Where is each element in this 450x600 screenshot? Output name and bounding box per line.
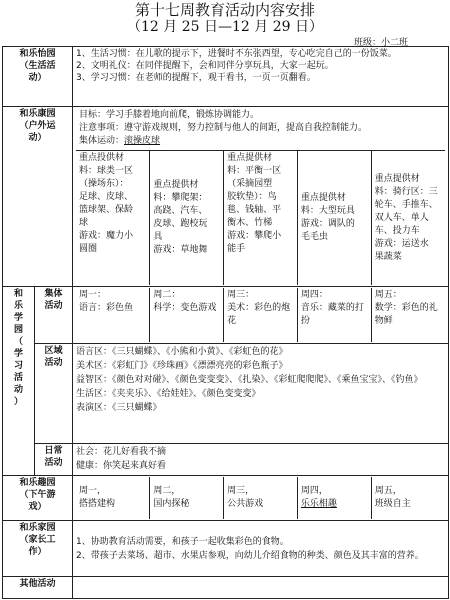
- outdoor-zone-4: 重点提供材 料：大型玩具 游戏：调队的 毛毛虫: [297, 151, 371, 285]
- fun-day-1: 周一， 搭搭建构: [79, 486, 116, 509]
- fun-day-4: 周四， 乐乐相趣: [297, 477, 371, 519]
- list-item: 益智区：《颜色对对碰》、《颜色变变变》、《扎染》、《彩虹爬爬爬》、《乘鱼宝宝》、《钓鱼》: [76, 375, 423, 385]
- section-label-life: 和乐怡园 （生活活 动）: [3, 47, 73, 107]
- list-item: 1、生活习惯：在儿歌的提示下，进餐时不东张西望，专心吃完自己的一份饭菜。: [76, 49, 397, 59]
- page-title: [0, 2, 450, 36]
- outdoor-zone-2: 重点提供材 料：攀爬架： 高跷、汽车、 皮球、跑校玩 具 游戏：草地舞: [150, 151, 224, 285]
- outdoor-group: 集体运动：滚操皮球: [79, 136, 161, 146]
- row-other: [3, 577, 449, 599]
- sub-label-collective: 集体 活动: [35, 287, 73, 344]
- collective-day-2: 周二： 科学：变色游戏: [150, 288, 224, 342]
- class-label: 班级：小二班: [353, 38, 408, 48]
- row-learning-daily: [3, 444, 449, 476]
- outdoor-goal: 目标：学习手膝着地向前爬，锻炼协调能力。: [79, 110, 260, 120]
- outdoor-notes: 注意事项：遵守游戏规则，努力控制与他人的间距，提高自我控制能力。: [79, 123, 368, 133]
- schedule-table: [2, 46, 449, 599]
- list-item: 语言区：《三只蝴蝶》、《小熊和小黄》、《彩虹色的花》: [76, 347, 288, 357]
- list-item: 2、带孩子去菜场、超市、水果店参观，向幼儿介绍食物的种类、颜色及其丰富的营养。: [76, 550, 424, 561]
- row-fun: [3, 476, 449, 521]
- collective-day-4: 周四： 音乐：藏菜的打扮: [297, 288, 371, 342]
- home-content: [73, 521, 449, 577]
- collective-day-3: 周三： 美术：彩色的炮花: [224, 288, 298, 342]
- section-label-home: 和乐家园 （家长工 作）: [3, 521, 73, 577]
- title-line-2: （12 月 25 日—12 月 29 日）: [127, 19, 323, 35]
- other-content: [73, 577, 449, 599]
- life-content: [73, 47, 449, 107]
- outdoor-zone-3: 重点提供材 料：平衡一区 （采摘园塑 胶软垫）：鸟 毯、钱轴、平 衡木、竹梯 游戏：攀爬小 能手: [224, 151, 298, 285]
- fun-day-5: 周五， 班级自主: [371, 477, 445, 519]
- fun-day-3: 周三， 公共游戏: [224, 477, 298, 519]
- outdoor-zone-5: 重点提供材 料：骑行区：三 轮车、手推车、 双人车、单人 车、投力车 游戏：运送水 果蔬菜: [371, 151, 445, 285]
- row-learning-collective: [3, 287, 449, 344]
- outdoor-content: [73, 107, 449, 287]
- list-item: 3、学习习惯：在老师的提醒下，观干看书，一页一页翻看。: [76, 73, 316, 83]
- row-outdoor: [3, 107, 449, 287]
- area-content: [73, 344, 449, 444]
- daily-content: [73, 444, 449, 476]
- section-label-learning: 和 乐 学 园 （ 学 习 活 动 ）: [3, 287, 35, 476]
- list-item: 生活区：《夹夹乐》、《给娃娃》、《颜色变变变》: [76, 389, 261, 399]
- list-item: 2、文明礼仪：在同伴提醒下，会和同伴分享玩具，大家一起玩。: [76, 61, 334, 71]
- section-label-fun: 和乐趣园 （下午游 戏）: [3, 476, 73, 521]
- row-home: [3, 521, 449, 577]
- list-item: 美术区：《彩虹门》《珍珠画》《漂漂亮亮的彩色瓶子》: [76, 361, 288, 371]
- list-item: 1、协助教育活动需要，和孩子一起收集彩色的食物。: [76, 536, 289, 547]
- fun-day-2: 周二， 国内探秘: [150, 477, 224, 519]
- title-line-1: 第十七周教育活动内容安排: [134, 1, 315, 19]
- section-label-other: 其他活动: [3, 577, 73, 599]
- collective-day-1: 周一： 语言：彩色鱼: [79, 290, 134, 313]
- list-item: 健康：你笑起来真好看: [76, 461, 167, 471]
- list-item: 表演区：《三只蝴蝶》: [76, 403, 162, 413]
- section-label-outdoor: 和乐康园 （户外运 动）: [3, 107, 73, 287]
- sub-label-area: 区域 活动: [35, 344, 73, 444]
- fun-days: [76, 477, 445, 519]
- collective-day-5: 周五： 数学：彩色的礼物鲜: [371, 288, 445, 342]
- row-life: [3, 47, 449, 107]
- collective-days: [76, 288, 445, 342]
- sub-label-daily: 日常 活动: [35, 444, 73, 476]
- row-learning-area: [3, 344, 449, 444]
- outdoor-zones: [76, 151, 445, 285]
- list-item: 社会：花儿好看我不摘: [76, 447, 167, 457]
- outdoor-zone-1: 重点投供材 料：球类一区 （操场东）： 足球、皮球、 篮球架、保龄 球 游戏：魔力小 圆圈: [79, 153, 134, 254]
